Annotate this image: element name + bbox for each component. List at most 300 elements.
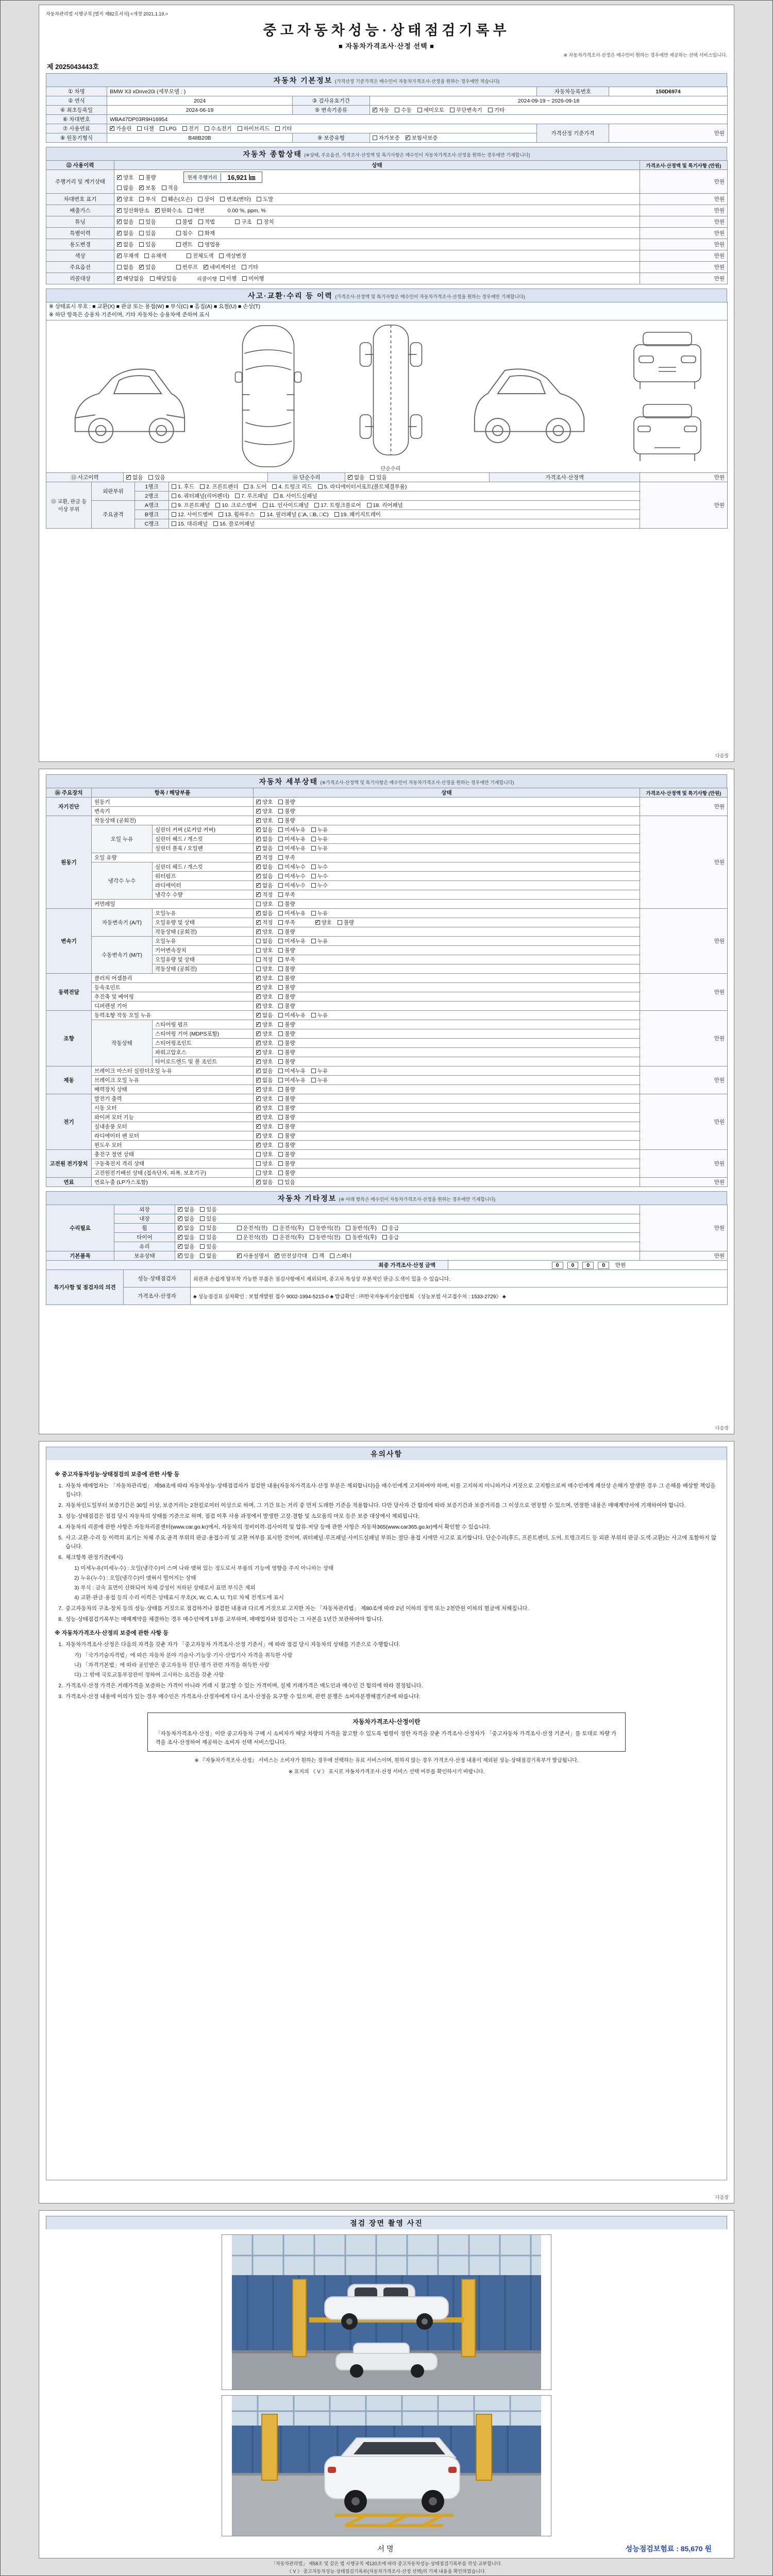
panel-checkbox-option[interactable] [244,483,266,490]
checkbox-option[interactable] [178,1215,194,1223]
checkbox-icon[interactable] [200,1244,205,1249]
panel-checkbox-option[interactable] [274,492,317,500]
panel-checkbox-option[interactable] [263,501,309,509]
checkbox-checked-icon[interactable] [178,1244,182,1249]
checkbox-option[interactable] [219,252,246,260]
checkbox-option[interactable] [417,106,445,114]
checkbox-option[interactable] [256,1048,273,1056]
checkbox-icon[interactable] [235,494,240,498]
checkbox-option[interactable] [256,993,273,1001]
checkbox-icon[interactable] [278,985,283,990]
checkbox-option[interactable] [278,928,295,936]
checkbox-icon[interactable] [274,494,278,498]
checkbox-option[interactable] [256,817,273,824]
checkbox-icon[interactable] [278,1069,283,1073]
checkbox-option[interactable] [200,1252,216,1260]
checkbox-checked-icon[interactable] [256,1022,261,1027]
checkbox-icon[interactable] [139,175,144,180]
checkbox-option[interactable] [278,1048,295,1056]
checkbox-icon[interactable] [200,1216,205,1221]
checkbox-icon[interactable] [272,484,277,489]
checkbox-option[interactable] [256,1132,273,1140]
checkbox-icon[interactable] [205,126,209,131]
signature-label[interactable]: 서명 [377,2545,396,2553]
panel-checkbox-option[interactable] [260,511,328,518]
checkbox-option[interactable] [117,263,133,271]
checkbox-checked-icon[interactable] [256,929,261,934]
checkbox-icon[interactable] [256,902,261,906]
checkbox-icon[interactable] [278,1041,283,1045]
checkbox-checked-icon[interactable] [256,865,261,869]
checkbox-icon[interactable] [278,911,283,916]
checkbox-option[interactable] [311,1076,328,1084]
checkbox-icon[interactable] [176,231,181,235]
checkbox-option[interactable] [178,1243,194,1250]
checkbox-icon[interactable] [395,108,399,112]
checkbox-option[interactable] [278,1113,295,1121]
checkbox-option[interactable] [117,174,133,181]
checkbox-icon[interactable] [139,219,144,224]
checkbox-icon[interactable] [278,1124,283,1129]
checkbox-icon[interactable] [260,512,265,517]
checkbox-checked-icon[interactable] [256,809,261,814]
checkbox-option[interactable] [348,473,364,481]
checkbox-option[interactable] [278,1141,295,1149]
checkbox-option[interactable] [178,1233,194,1241]
checkbox-option[interactable] [278,1169,295,1177]
checkbox-option[interactable] [256,1113,273,1121]
checkbox-icon[interactable] [278,800,283,804]
checkbox-icon[interactable] [278,1013,283,1018]
checkbox-icon[interactable] [257,219,262,224]
checkbox-icon[interactable] [278,1106,283,1110]
checkbox-checked-icon[interactable] [256,1180,261,1184]
panel-checkbox-option[interactable] [215,501,257,509]
checkbox-icon[interactable] [213,521,218,526]
checkbox-option[interactable] [373,134,400,142]
checkbox-checked-icon[interactable] [256,818,261,823]
checkbox-option[interactable] [278,946,295,954]
checkbox-checked-icon[interactable] [256,985,261,990]
checkbox-option[interactable] [117,195,133,203]
checkbox-checked-icon[interactable] [178,1235,182,1240]
panel-checkbox-option[interactable] [172,492,229,500]
checkbox-checked-icon[interactable] [275,1253,279,1258]
checkbox-icon[interactable] [367,503,372,507]
checkbox-option[interactable] [311,1011,328,1019]
checkbox-option[interactable] [278,817,295,824]
checkbox-icon[interactable] [278,920,283,925]
checkbox-option[interactable] [311,937,328,945]
checkbox-option[interactable] [278,798,295,806]
panel-checkbox-option[interactable] [318,483,407,490]
checkbox-option[interactable] [256,1002,273,1010]
checkbox-option[interactable] [278,1095,295,1103]
panel-checkbox-option[interactable] [172,483,194,490]
checkbox-icon[interactable] [278,957,283,962]
checkbox-icon[interactable] [237,1226,242,1230]
checkbox-option[interactable] [311,872,328,880]
checkbox-option[interactable] [256,844,273,852]
checkbox-option[interactable] [176,218,193,226]
checkbox-checked-icon[interactable] [256,1115,261,1120]
checkbox-icon[interactable] [278,902,283,906]
checkbox-option[interactable] [256,956,273,963]
checkbox-icon[interactable] [200,484,205,489]
checkbox-icon[interactable] [278,1171,283,1175]
checkbox-icon[interactable] [278,1133,283,1138]
checkbox-checked-icon[interactable] [117,253,122,258]
checkbox-option[interactable] [278,891,295,899]
checkbox-icon[interactable] [278,1004,283,1008]
checkbox-icon[interactable] [200,1253,205,1258]
checkbox-icon[interactable] [278,855,283,860]
checkbox-icon[interactable] [256,967,261,971]
checkbox-icon[interactable] [311,827,316,832]
checkbox-option[interactable] [237,1252,270,1260]
checkbox-option[interactable] [278,1002,295,1010]
checkbox-icon[interactable] [160,126,164,131]
panel-checkbox-option[interactable] [213,520,255,528]
checkbox-option[interactable] [278,1067,306,1075]
checkbox-option[interactable] [278,807,295,815]
checkbox-option[interactable] [220,195,251,203]
checkbox-option[interactable] [256,928,273,936]
checkbox-checked-icon[interactable] [315,920,320,925]
checkbox-option[interactable] [256,1123,273,1130]
checkbox-option[interactable] [256,1067,273,1075]
checkbox-icon[interactable] [450,108,455,112]
checkbox-option[interactable] [220,275,237,282]
checkbox-icon[interactable] [273,1226,278,1230]
checkbox-option[interactable] [278,1030,295,1038]
checkbox-icon[interactable] [144,253,149,258]
checkbox-icon[interactable] [346,1226,350,1230]
checkbox-icon[interactable] [220,276,225,281]
checkbox-option[interactable] [256,835,273,843]
checkbox-option[interactable] [278,919,295,926]
checkbox-icon[interactable] [278,1180,283,1184]
checkbox-icon[interactable] [176,242,181,247]
panel-checkbox-option[interactable] [334,511,381,518]
checkbox-icon[interactable] [200,1207,205,1212]
checkbox-option[interactable] [278,844,306,852]
panel-checkbox-option[interactable] [235,492,268,500]
checkbox-option[interactable] [256,1141,273,1149]
checkbox-checked-icon[interactable] [178,1253,182,1258]
checkbox-option[interactable] [117,241,133,248]
checkbox-option[interactable] [278,854,295,861]
checkbox-option[interactable] [256,1160,273,1167]
checkbox-option[interactable] [256,1021,273,1028]
checkbox-option[interactable] [278,909,306,917]
checkbox-option[interactable] [275,125,292,132]
checkbox-icon[interactable] [139,197,144,201]
checkbox-icon[interactable] [278,818,283,823]
checkbox-option[interactable] [256,919,273,926]
checkbox-icon[interactable] [172,521,176,526]
checkbox-option[interactable] [242,263,258,271]
checkbox-icon[interactable] [278,1050,283,1055]
checkbox-option[interactable] [256,1095,273,1103]
checkbox-option[interactable] [178,1224,194,1232]
checkbox-option[interactable] [256,1011,273,1019]
checkbox-icon[interactable] [198,197,203,201]
checkbox-option[interactable] [310,1233,341,1241]
checkbox-icon[interactable] [137,126,142,131]
checkbox-option[interactable] [256,984,273,991]
checkbox-icon[interactable] [278,939,283,943]
checkbox-checked-icon[interactable] [256,1087,261,1092]
checkbox-icon[interactable] [242,276,247,281]
checkbox-option[interactable] [204,263,236,271]
checkbox-icon[interactable] [275,126,280,131]
checkbox-option[interactable] [110,125,131,132]
checkbox-checked-icon[interactable] [256,1004,261,1008]
checkbox-checked-icon[interactable] [256,846,261,851]
checkbox-option[interactable] [235,218,251,226]
checkbox-icon[interactable] [278,1161,283,1166]
checkbox-option[interactable] [382,1224,399,1232]
checkbox-icon[interactable] [220,197,225,201]
checkbox-icon[interactable] [278,1087,283,1092]
checkbox-icon[interactable] [257,197,261,201]
checkbox-checked-icon[interactable] [256,1059,261,1064]
checkbox-icon[interactable] [278,892,283,897]
checkbox-option[interactable] [256,1104,273,1112]
checkbox-option[interactable] [278,1058,295,1065]
checkbox-option[interactable] [242,275,264,282]
checkbox-icon[interactable] [176,219,181,224]
checkbox-option[interactable] [313,1252,324,1260]
checkbox-checked-icon[interactable] [178,1207,182,1212]
checkbox-icon[interactable] [263,503,267,507]
checkbox-icon[interactable] [278,1152,283,1157]
checkbox-option[interactable] [162,184,178,192]
checkbox-option[interactable] [256,807,273,815]
checkbox-option[interactable] [278,1011,306,1019]
checkbox-icon[interactable] [313,1253,317,1258]
checkbox-icon[interactable] [278,994,283,999]
checkbox-icon[interactable] [382,1226,387,1230]
checkbox-icon[interactable] [198,242,203,247]
checkbox-icon[interactable] [162,197,166,201]
checkbox-icon[interactable] [278,948,283,953]
checkbox-option[interactable] [187,252,214,260]
checkbox-icon[interactable] [278,967,283,971]
checkbox-option[interactable] [338,919,354,926]
checkbox-option[interactable] [395,106,411,114]
panel-checkbox-option[interactable] [367,501,403,509]
checkbox-icon[interactable] [237,1235,242,1240]
checkbox-checked-icon[interactable] [155,208,160,213]
checkbox-icon[interactable] [256,948,261,953]
checkbox-option[interactable] [278,937,306,945]
checkbox-option[interactable] [139,184,156,192]
checkbox-icon[interactable] [417,108,422,112]
checkbox-option[interactable] [188,207,204,214]
checkbox-option[interactable] [126,473,143,481]
checkbox-icon[interactable] [198,219,203,224]
checkbox-option[interactable] [315,919,332,926]
checkbox-checked-icon[interactable] [126,475,131,480]
checkbox-checked-icon[interactable] [178,1216,182,1221]
checkbox-icon[interactable] [244,484,248,489]
checkbox-option[interactable] [176,263,198,271]
checkbox-icon[interactable] [172,484,176,489]
checkbox-icon[interactable] [219,253,224,258]
checkbox-option[interactable] [256,909,273,917]
checkbox-checked-icon[interactable] [256,1124,261,1129]
checkbox-icon[interactable] [139,231,144,235]
checkbox-option[interactable] [237,1233,268,1241]
checkbox-option[interactable] [182,125,199,132]
checkbox-option[interactable] [200,1206,216,1213]
checkbox-option[interactable] [178,1206,194,1213]
checkbox-option[interactable] [256,1169,273,1177]
checkbox-option[interactable] [256,1058,273,1065]
checkbox-icon[interactable] [311,865,316,869]
checkbox-checked-icon[interactable] [117,219,122,224]
checkbox-option[interactable] [198,218,215,226]
checkbox-icon[interactable] [311,846,316,851]
checkbox-option[interactable] [278,984,295,991]
checkbox-option[interactable] [278,1132,295,1140]
checkbox-option[interactable] [278,956,295,963]
checkbox-option[interactable] [256,872,273,880]
checkbox-icon[interactable] [278,846,283,851]
checkbox-option[interactable] [117,252,139,260]
checkbox-option[interactable] [256,798,273,806]
checkbox-icon[interactable] [256,1161,261,1166]
checkbox-icon[interactable] [278,976,283,980]
checkbox-checked-icon[interactable] [256,892,261,897]
panel-checkbox-option[interactable] [272,483,312,490]
checkbox-icon[interactable] [256,939,261,943]
checkbox-option[interactable] [256,1178,273,1186]
checkbox-option[interactable] [278,974,295,982]
checkbox-icon[interactable] [278,837,283,841]
checkbox-icon[interactable] [256,1152,261,1157]
checkbox-icon[interactable] [182,126,187,131]
checkbox-checked-icon[interactable] [256,994,261,999]
checkbox-icon[interactable] [148,475,153,480]
checkbox-option[interactable] [256,974,273,982]
checkbox-option[interactable] [278,1039,295,1047]
checkbox-icon[interactable] [117,265,122,269]
checkbox-checked-icon[interactable] [110,126,114,131]
checkbox-icon[interactable] [311,1013,316,1018]
checkbox-icon[interactable] [488,108,493,112]
checkbox-option[interactable] [256,1086,273,1093]
checkbox-checked-icon[interactable] [237,1253,242,1258]
checkbox-icon[interactable] [346,1235,350,1240]
checkbox-option[interactable] [198,241,220,248]
checkbox-option[interactable] [178,1252,194,1260]
checkbox-icon[interactable] [278,929,283,934]
checkbox-option[interactable] [256,1076,273,1084]
checkbox-option[interactable] [278,1104,295,1112]
checkbox-option[interactable] [311,909,328,917]
checkbox-icon[interactable] [310,1235,314,1240]
checkbox-icon[interactable] [273,1235,278,1240]
checkbox-icon[interactable] [318,484,323,489]
checkbox-option[interactable] [117,184,133,192]
panel-checkbox-option[interactable] [172,501,210,509]
checkbox-checked-icon[interactable] [256,800,261,804]
checkbox-option[interactable] [273,1233,304,1241]
checkbox-icon[interactable] [172,503,176,507]
checkbox-checked-icon[interactable] [256,1069,261,1073]
checkbox-option[interactable] [238,125,270,132]
checkbox-checked-icon[interactable] [256,976,261,980]
checkbox-checked-icon[interactable] [256,874,261,878]
checkbox-option[interactable] [162,195,193,203]
checkbox-checked-icon[interactable] [256,883,261,888]
checkbox-option[interactable] [139,241,156,248]
checkbox-option[interactable] [256,965,273,973]
checkbox-checked-icon[interactable] [117,276,122,281]
checkbox-option[interactable] [330,1252,351,1260]
checkbox-option[interactable] [139,263,156,271]
checkbox-checked-icon[interactable] [256,855,261,860]
checkbox-option[interactable] [275,1252,307,1260]
checkbox-option[interactable] [205,125,232,132]
checkbox-icon[interactable] [198,231,203,235]
checkbox-icon[interactable] [172,494,176,498]
checkbox-option[interactable] [144,252,166,260]
checkbox-icon[interactable] [311,1069,316,1073]
checkbox-icon[interactable] [278,809,283,814]
checkbox-option[interactable] [256,1150,273,1158]
panel-checkbox-option[interactable] [200,483,238,490]
checkbox-option[interactable] [256,854,273,861]
checkbox-icon[interactable] [278,1031,283,1036]
checkbox-icon[interactable] [278,883,283,888]
checkbox-option[interactable] [278,993,295,1001]
checkbox-icon[interactable] [256,1171,261,1175]
checkbox-option[interactable] [117,207,149,214]
checkbox-icon[interactable] [373,135,377,140]
checkbox-checked-icon[interactable] [256,1133,261,1138]
checkbox-option[interactable] [278,1178,295,1186]
checkbox-icon[interactable] [200,1226,205,1230]
checkbox-checked-icon[interactable] [256,1078,261,1082]
checkbox-option[interactable] [278,1021,295,1028]
checkbox-option[interactable] [311,835,328,843]
checkbox-icon[interactable] [278,874,283,878]
checkbox-option[interactable] [450,106,482,114]
checkbox-checked-icon[interactable] [139,185,144,190]
checkbox-icon[interactable] [278,827,283,832]
panel-checkbox-option[interactable] [314,501,361,509]
checkbox-option[interactable] [139,229,156,237]
checkbox-checked-icon[interactable] [406,135,410,140]
checkbox-option[interactable] [311,826,328,834]
checkbox-checked-icon[interactable] [178,1226,182,1230]
checkbox-option[interactable] [278,863,306,871]
checkbox-option[interactable] [256,937,273,945]
checkbox-icon[interactable] [334,512,339,517]
checkbox-checked-icon[interactable] [256,1096,261,1101]
checkbox-option[interactable] [200,1224,216,1232]
checkbox-icon[interactable] [278,1078,283,1082]
checkbox-icon[interactable] [219,512,223,517]
checkbox-checked-icon[interactable] [256,1106,261,1110]
checkbox-icon[interactable] [278,1096,283,1101]
checkbox-icon[interactable] [187,253,191,258]
checkbox-option[interactable] [256,891,273,899]
